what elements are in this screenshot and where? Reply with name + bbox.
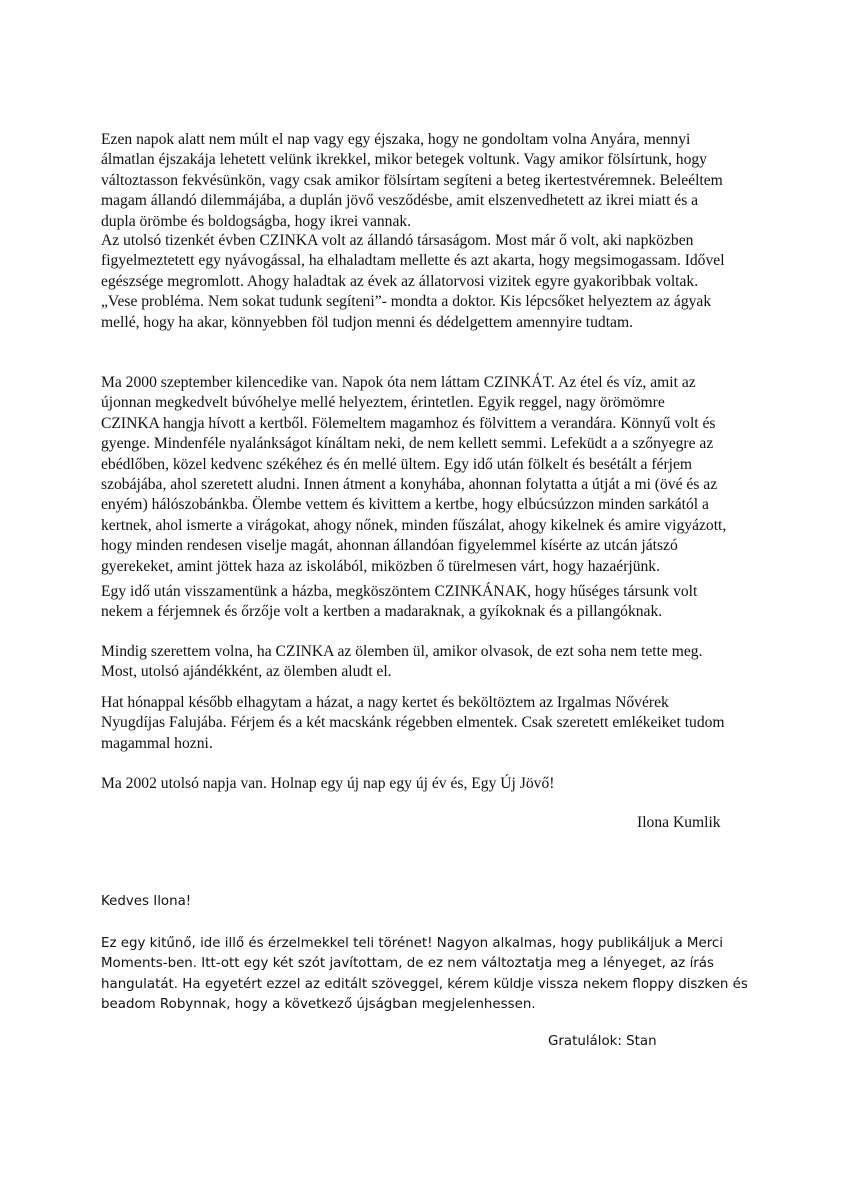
text-line: Ez egy kitűnő, ide illő és érzelmekkel teli törénet! Nagyon alkalmas, hogy publikáljuk a Merci: [101, 936, 723, 951]
text-line: magam állandó dilemmájába, a duplán jövő vesződésbe, amit elszenvedhetett az ikrei miatt és a: [101, 192, 699, 210]
text-line: Ma 2000 szeptember kilencedike van. Napok óta nem láttam CZINKÁT. Az étel és víz, amit az: [101, 374, 696, 391]
text-line: Nyugdíjas Falujába. Férjem és a két macskánk régebben elmentek. Csak szeretett emlékeiket tudom: [101, 714, 725, 732]
text-line: kertnek, ahol ismerte a virágokat, ahogy nőnek, minden fűszálat, ahogy kikelnek és amire vigyázott,: [101, 516, 727, 534]
story-paragraph-3: [101, 373, 761, 577]
text-line: beadom Robynnak, hogy a következő újságban megjelenhessen.: [101, 997, 536, 1013]
story-paragraph-1: [101, 130, 761, 232]
text-line: egészsége megromlott. Ahogy haladtak az évek az állatorvosi vizitek egyre gyakoribbak voltak.: [101, 272, 699, 290]
text-line: CZINKA hangja hívott a kertből. Fölemeltem magamhoz és fölvittem a verandára. Könnyű volt és: [101, 414, 716, 432]
text-line: ebédlőben, közel kedvenc székéhez és én mellé ültem. Egy idő után fölkelt és besétált a férjem: [101, 455, 693, 473]
story-signature: Ilona Kumlik: [637, 814, 721, 831]
reply-greeting: Kedves Ilona!: [101, 894, 192, 909]
text-line: hogy minden rendesen viselje magát, ahonnan állandóan figyelemmel kísérte az utcán játszó: [101, 537, 678, 555]
text-line: Ezen napok alatt nem múlt el nap vagy egy éjszaka, hogy ne gondoltam volna Anyára, mennyi: [101, 131, 691, 148]
story-paragraph-7: [101, 774, 761, 794]
text-line: mellé, hogy ha akar, könnyebben föl tudjon menni és dédelgettem amennyire tudtam.: [101, 313, 634, 331]
text-line: Az utolsó tizenkét évben CZINKA volt az állandó társaságom. Most már ő volt, aki napközben: [101, 232, 694, 249]
text-line: Moments-ben. Itt-ott egy két szót javítottam, de ez nem változtatja meg a lényeget, az írás: [101, 956, 714, 972]
text-line: gyenge. Mindenféle nyalánkságot kínáltam neki, de nem kellett semmi. Lefeküdt a a szőnyegre az: [101, 435, 714, 453]
text-line: szobájába, ahol szeretett aludni. Innen átment a konyhába, ahonnan folytatta a útját a mi (övé és az: [101, 476, 718, 494]
text-line: Hat hónappal később elhagytam a házat, a nagy kertet és beköltöztem az Irgalmas Nővérek: [101, 694, 669, 711]
text-line: figyelmeztetett egy nyávogással, ha elhaladtam mellette és azt akarta, hogy megsimogassam. Idővel: [101, 252, 725, 270]
story-paragraph-2: [101, 231, 761, 333]
reply-signature: Gratulálok: Stan: [548, 1034, 657, 1049]
text-line: gyerekeket, amint jöttek haza az iskolából, miközben ő türelmesen várt, hogy hazaérjünk.: [101, 557, 661, 575]
text-line: Most, utolsó ajándékként, az ölemben aludt el.: [101, 663, 392, 681]
text-line: álmatlan éjszakája lehetett velünk ikrekkel, mikor betegek voltunk. Vagy amikor fölsírtunk, hogy: [101, 151, 707, 169]
text-line: „Vese probléma. Nem sokat tudunk segíteni”- mondta a doktor. Kis lépcsőket helyeztem az ágyak: [101, 293, 712, 311]
text-line: magammal hozni.: [101, 734, 213, 752]
text-line: Mindig szerettem volna, ha CZINKA az ölemben ül, amikor olvasok, de ezt soha nem tette meg.: [101, 643, 703, 660]
text-line: hangulatát. Ha egyetért ezzel az editált szöveggel, kérem küldje vissza nekem floppy diszken és: [101, 976, 748, 992]
story-paragraph-6: [101, 693, 761, 754]
text-line: enyém) hálószobánkba. Ölembe vettem és kivittem a kertbe, hogy elbúcsúzzon minden sarkától a: [101, 496, 709, 514]
text-line: dupla örömbe és boldogságba, hogy ikrei vannak.: [101, 212, 412, 230]
text-line: nekem a férjemnek és őrzője volt a kertben a madaraknak, a gyíkoknak és a pillangóknak.: [101, 603, 663, 621]
text-line: Ma 2002 utolsó napja van. Holnap egy új nap egy új év és, Egy Új Jövő!: [101, 775, 555, 792]
text-line: Egy idő után visszamentünk a házba, megköszöntem CZINKÁNAK, hogy hűséges társunk volt: [101, 583, 698, 600]
story-paragraph-5: [101, 642, 761, 683]
reply-body: [101, 934, 761, 1016]
text-line: újonnan megkedvelt búvóhelye mellé helyeztem, érintetlen. Egyik reggel, nagy örömömre: [101, 394, 665, 412]
text-line: változtasson fekvésünkön, vagy csak amikor fölsírtam segíteni a beteg ikertestvéremnek. Beleéltem: [101, 171, 723, 189]
story-paragraph-4: [101, 582, 761, 623]
